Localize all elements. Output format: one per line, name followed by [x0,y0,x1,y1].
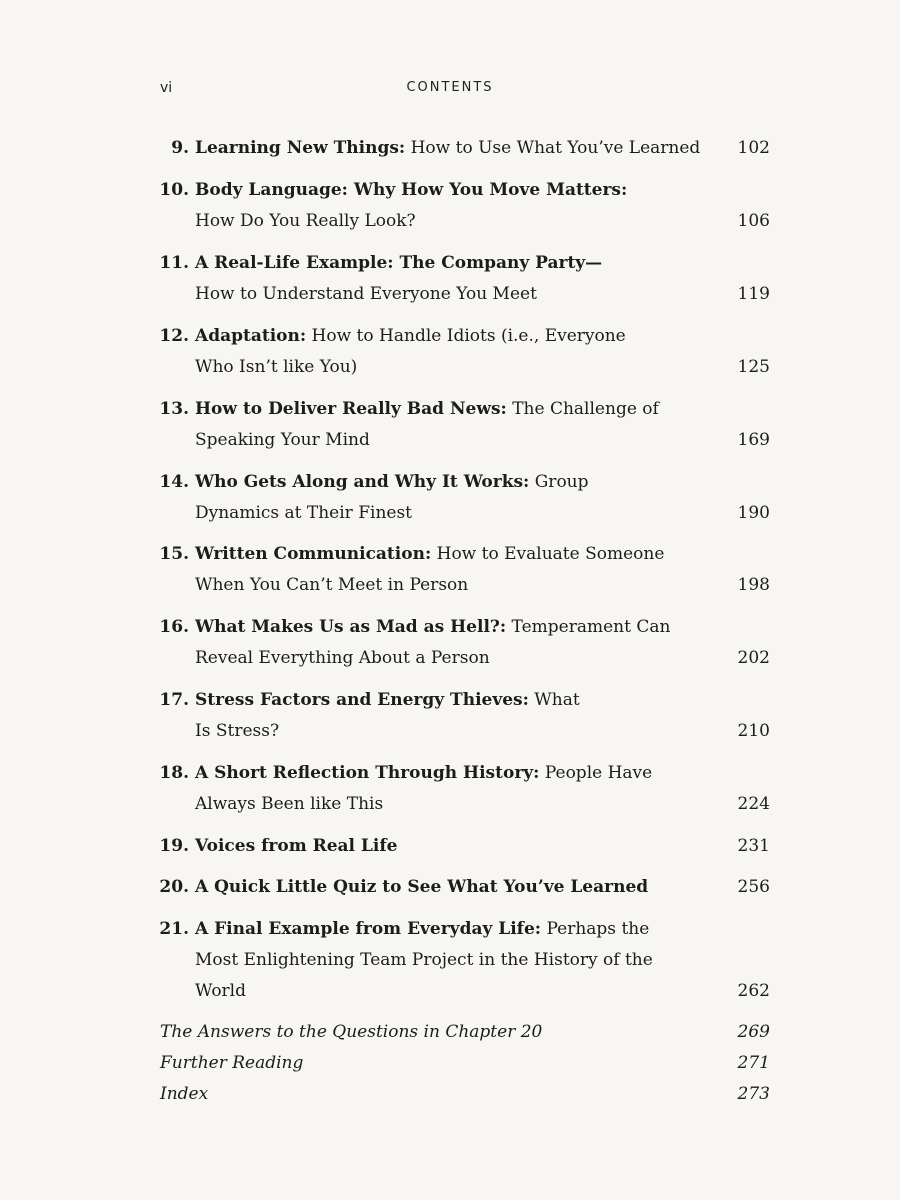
toc-entry [155,133,770,164]
toc-entry [155,612,770,674]
toc-entry [155,685,770,747]
toc-entry [155,248,770,310]
page-number: 224 [737,794,770,814]
page-number: 256 [737,877,770,897]
chapter-title: Who Gets Along and Why It Works: [195,472,530,492]
chapter-number: 20. [159,877,189,897]
backmatter-title: Further Reading [160,1053,304,1073]
toc-entry [155,394,770,456]
page-number: 198 [737,575,770,595]
page-number: 190 [737,503,770,523]
chapter-number: 13. [159,399,189,419]
chapter-subtitle: Group Dynamics at Their Finest [195,472,589,523]
toc-entry [155,831,770,862]
toc-entry [155,467,770,529]
page-number: 210 [737,721,770,741]
page-number: 231 [737,836,770,856]
toc-entry [155,539,770,601]
chapter-title: A Quick Little Quiz to See What You’ve Learned [195,877,649,897]
chapter-subtitle: Perhaps the Most Enlightening Team Project in the History of the World [195,919,653,1001]
page-number: 106 [737,211,770,231]
chapter-number: 18. [159,763,189,783]
chapter-title: A Final Example from Everyday Life: [195,919,542,939]
chapter-number: 14. [159,472,189,492]
chapter-title: Written Communication: [195,544,432,564]
toc-entry [155,914,770,1007]
folio-number: vi [160,80,173,96]
chapter-number: 10. [159,180,189,200]
page-number: 102 [737,138,770,158]
page-number: 202 [737,648,770,668]
chapter-subtitle: How to Evaluate Someone When You Can’t Meet in Person [195,544,665,595]
page-number: 273 [737,1084,770,1104]
chapter-number: 21. [159,919,189,939]
toc-entry [155,175,770,237]
chapter-number: 11. [159,253,189,273]
toc-entry [155,321,770,383]
page-number: 119 [737,284,770,304]
chapter-subtitle: The Challenge of Speaking Your Mind [195,399,659,450]
chapter-title: Adaptation: [195,326,307,346]
chapter-subtitle: How to Use What You’ve Learned [405,138,701,158]
chapter-subtitle: Temperament Can Reveal Everything About a Person [195,617,671,668]
chapter-title: A Real-Life Example: The Company Party— [195,253,603,273]
chapter-number: 19. [159,836,189,856]
chapter-number: 12. [159,326,189,346]
backmatter-title: Index [160,1084,209,1104]
page-number: 125 [737,357,770,377]
chapter-title: Body Language: Why How You Move Matters: [195,180,628,200]
chapter-title: Stress Factors and Energy Thieves: [195,690,529,710]
page-number: 271 [737,1053,770,1073]
chapter-title: A Short Reflection Through History: [195,763,540,783]
toc-entry [155,872,770,903]
chapter-title: What Makes Us as Mad as Hell?: [195,617,507,637]
page-number: 169 [737,430,770,450]
backmatter-entry [160,1017,770,1048]
chapter-subtitle: How Do You Really Look? [195,211,416,231]
chapter-subtitle: How to Handle Idiots (i.e., Everyone Who Isn’t like You) [195,326,626,377]
page-number: 262 [737,981,770,1001]
running-head: CONTENTS [406,80,494,95]
toc-entry [155,758,770,820]
backmatter-entry [160,1048,770,1079]
chapter-number: 15. [159,544,189,564]
chapter-number: 17. [159,690,189,710]
chapter-subtitle: People Have Always Been like This [195,763,653,814]
chapter-subtitle: How to Understand Everyone You Meet [195,284,537,304]
backmatter-entry [160,1079,770,1110]
chapter-title: Learning New Things: [195,138,406,158]
backmatter-title: The Answers to the Questions in Chapter 20 [160,1022,543,1042]
chapter-number: 9. [171,138,189,158]
chapter-title: How to Deliver Really Bad News: [195,399,507,419]
chapter-subtitle: What Is Stress? [195,690,580,741]
chapter-number: 16. [159,617,189,637]
chapter-title: Voices from Real Life [195,836,398,856]
page-number: 269 [737,1022,770,1042]
